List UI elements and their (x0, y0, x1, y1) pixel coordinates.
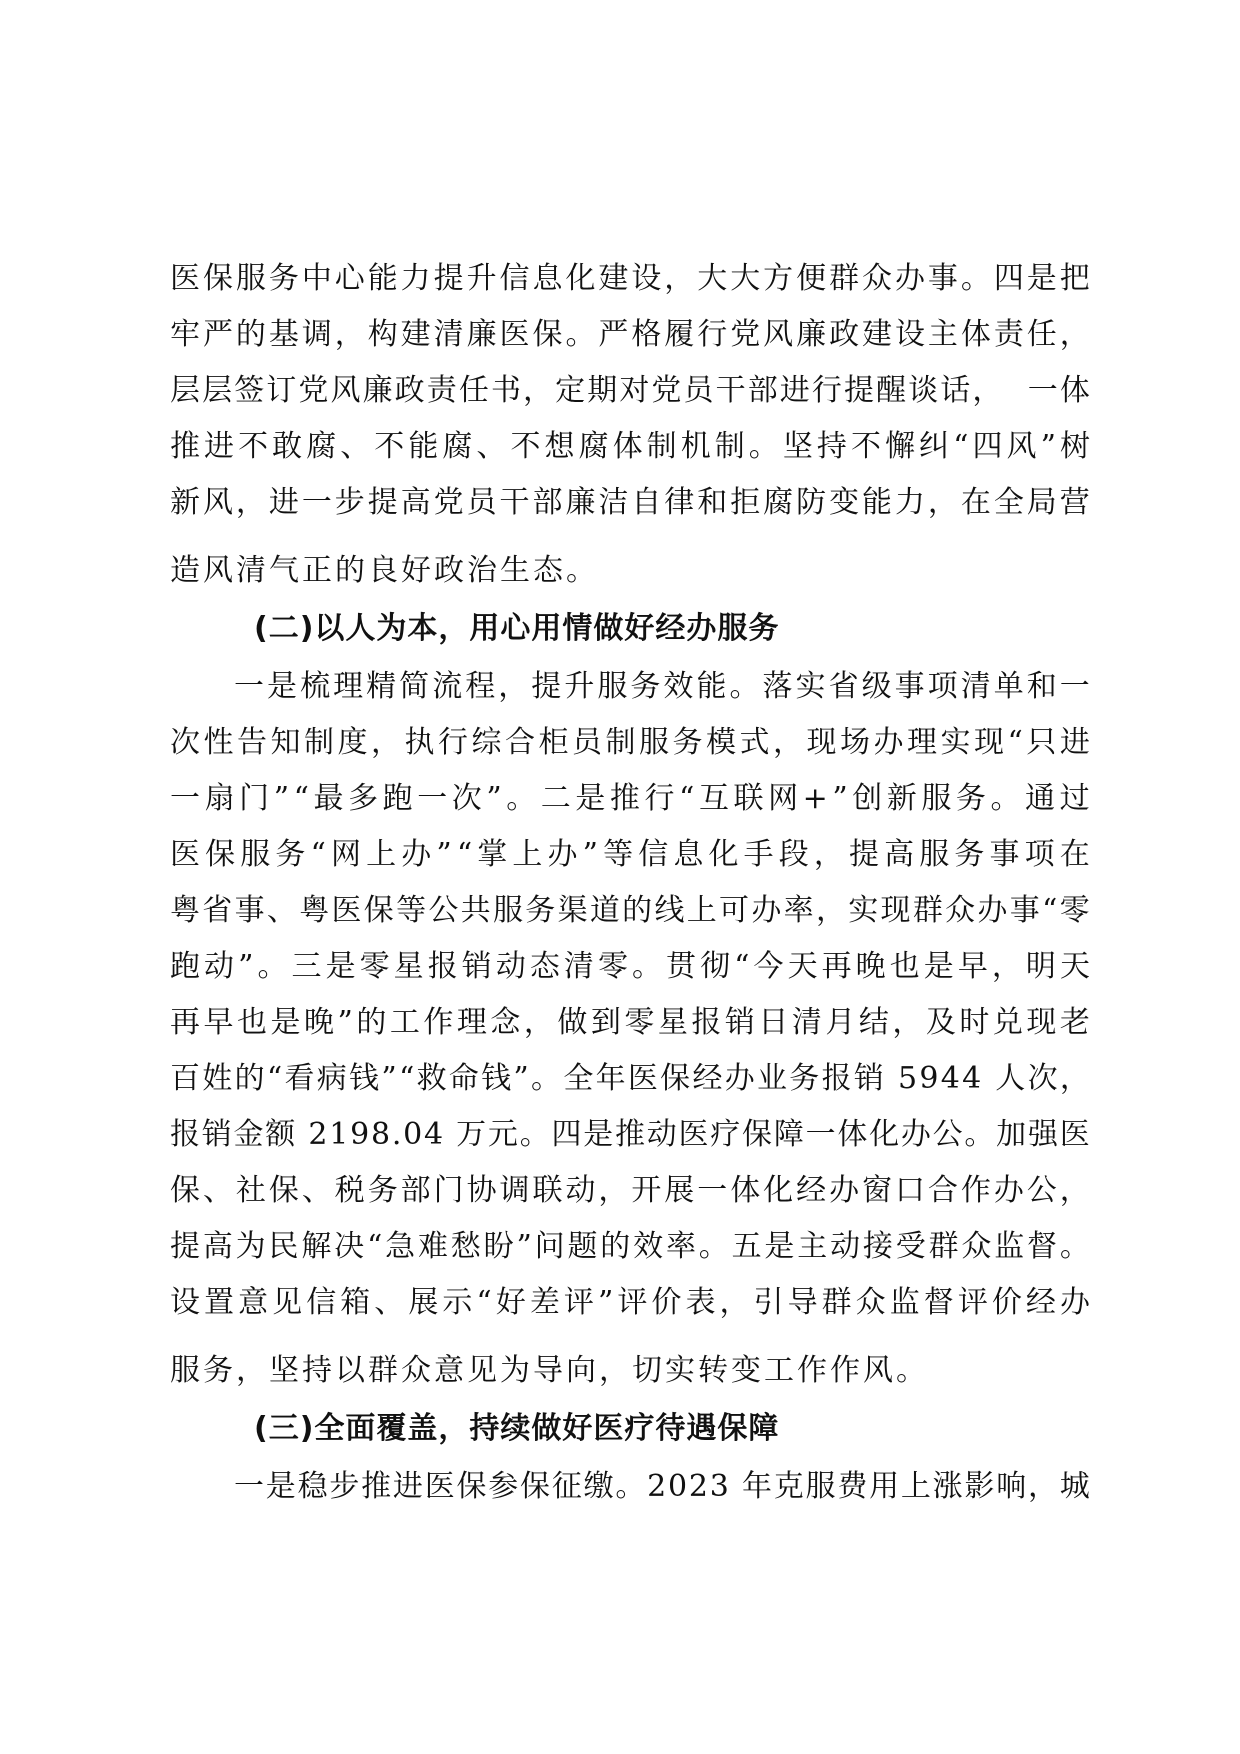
paragraph-line: 报 销 金 额 2 1 9 8 . 0 4 万 元 。 四 是 推 动 医 疗 保 障 一 体 化 办 公 。 加 强 医 (170, 1117, 1090, 1152)
paragraph-line: 粤 省 事 、 粤 医 保 等 公 共 服 务 渠 道 的 线 上 可 办 率 ， 实 现 群 众 办 事 “ 零 (170, 893, 1090, 928)
paragraph-line: 跑 动 ” 。 三 是 零 星 报 销 动 态 清 零 。 贯 彻 “ 今 天 再 晚 也 是 早 ， 明 天 (170, 949, 1090, 984)
paragraph-line: 百 姓 的 “ 看 病 钱 ” “ 救 命 钱 ” 。 全 年 医 保 经 办 业 务 报 销 5 9 4 4 人 次 ， (170, 1061, 1090, 1096)
paragraph-line: 一 是 稳 步 推 进 医 保 参 保 征 缴 。 2 0 2 3 年 克 服 费 用 上 涨 影 响 ， 城 (234, 1469, 1090, 1504)
paragraph-line: 次 性 告 知 制 度 ， 执 行 综 合 柜 员 制 服 务 模 式 ， 现 场 办 理 实 现 “ 只 进 (170, 725, 1090, 760)
paragraph-line: 层 层 签 订 党 风 廉 政 责 任 书 ， 定 期 对 党 员 干 部 进 行 提 醒 谈 话 ， 一 体 (170, 373, 1090, 408)
paragraph-line: 服务，坚持以群众意见为导向，切实转变工作作风。 (170, 1353, 929, 1388)
paragraph-line: 新 风 ， 进 一 步 提 高 党 员 干 部 廉 洁 自 律 和 拒 腐 防 变 能 力 ， 在 全 局 营 (170, 485, 1090, 520)
document-body (170, 251, 1090, 1515)
paragraph-line: 医 保 服 务 中 心 能 力 提 升 信 息 化 建 设 ， 大 大 方 便 群 众 办 事 。 四 是 把 (170, 261, 1090, 296)
paragraph-line: 保 、 社 保 、 税 务 部 门 协 调 联 动 ， 开 展 一 体 化 经 办 窗 口 合 作 办 公 ， (170, 1173, 1090, 1208)
paragraph-line: 医 保 服 务 “ 网 上 办 ” “ 掌 上 办 ” 等 信 息 化 手 段 ， 提 高 服 务 事 项 在 (170, 837, 1090, 872)
paragraph-line: 再 早 也 是 晚 ” 的 工 作 理 念 ， 做 到 零 星 报 销 日 清 月 结 ， 及 时 兑 现 老 (170, 1005, 1090, 1040)
paragraph-line: 牢 严 的 基 调 ， 构 建 清 廉 医 保 。 严 格 履 行 党 风 廉 政 建 设 主 体 责 任 ， (170, 317, 1090, 352)
paragraph-line: 一 是 梳 理 精 简 流 程 ， 提 升 服 务 效 能 。 落 实 省 级 事 项 清 单 和 一 (234, 669, 1090, 704)
section-heading: (二)以人为本，用心用情做好经办服务 (254, 611, 780, 646)
section-heading: (三)全面覆盖，持续做好医疗待遇保障 (254, 1411, 780, 1446)
paragraph-line: 设 置 意 见 信 箱 、 展 示 “ 好 差 评 ” 评 价 表 ， 引 导 群 众 监 督 评 价 经 办 (170, 1285, 1090, 1320)
paragraph-line: 提 高 为 民 解 决 “ 急 难 愁 盼 ” 问 题 的 效 率 。 五 是 主 动 接 受 群 众 监 督 。 (170, 1229, 1090, 1264)
paragraph-line: 推 进 不 敢 腐 、 不 能 腐 、 不 想 腐 体 制 机 制 。 坚 持 不 懈 纠 “ 四 风 ” 树 (170, 429, 1090, 464)
paragraph-line: 一 扇 门 ” “ 最 多 跑 一 次 ” 。 二 是 推 行 “ 互 联 网 + ” 创 新 服 务 。 通 过 (170, 781, 1090, 816)
paragraph-line: 造风清气正的良好政治生态。 (170, 553, 599, 588)
